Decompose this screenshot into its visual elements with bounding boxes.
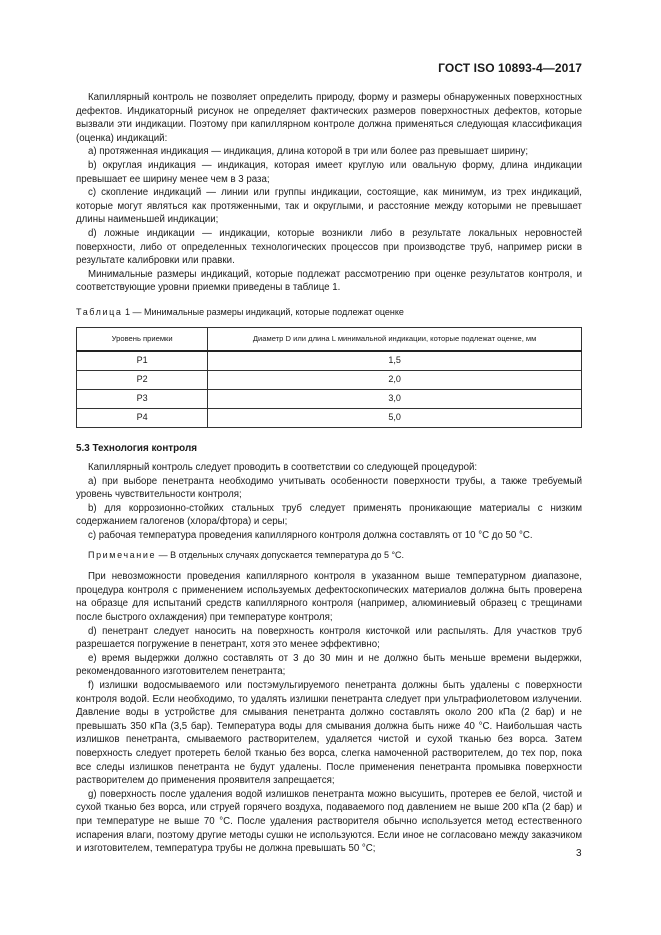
paragraph: При невозможности проведения капиллярного контроля в указанном выше температурном диапазоне, процедура контроля с применением используемых дефектоскопических материалов должна быть проверена на образце для испытаний средств капиллярного контроля (например, алюминиевый образец с трещинами после быстрого охлаждения) при температуре контроля;	[76, 571, 582, 624]
table-caption-label: Таблица	[76, 306, 123, 317]
page-content	[76, 91, 582, 856]
table-caption-text: 1 — Минимальные размеры индикаций, которые подлежат оценке	[122, 306, 404, 317]
min-indication-size: 2,0	[208, 370, 582, 389]
list-item: d) пенетрант следует наносить на поверхность контроля кисточкой или распылять. Для участков труб разрешается погружение в пенетрант, хотя это менее эффективно;	[76, 625, 582, 651]
acceptance-level: P4	[77, 408, 208, 427]
min-indication-size: 5,0	[208, 408, 582, 427]
acceptance-level: P1	[77, 351, 208, 371]
list-item: b) округлая индикация — индикация, которая имеет круглую или овальную форму, длина индикации превышает ее ширину менее чем в 3 раза;	[76, 159, 582, 185]
list-item: f) излишки водосмываемого или постэмульгируемого пенетранта должны быть удалены с поверхности контроля водой. Если необходимо, то удалять излишки пенетранта следует при ультрафиолетовом излучении. Давление воды в устройстве для смывания пенетранта должно составлять около 200 кПа (2 бар) и не превышать 350 кПа (3,5 бар). Температура воды для смывания должна быть ниже 40 °С. Наибольшая часть излишков пенетранта, смываемого растворителем, удаляется чистой и сухой тканью без ворса. Затем поверхность следует протереть белой тканью без ворса, слегка намоченной растворителем, до тех пор, пока все следы излишков пенетранта не будут удалены. После применения пенетранта промывка поверхности растворителем до применения проявителя запрещается;	[76, 680, 582, 787]
list-item: c) рабочая температура проведения капиллярного контроля должна составлять от 10 °С до 50 °С.	[88, 530, 533, 542]
table-row	[77, 408, 582, 427]
list-item: a) протяженная индикация — индикация, длина которой в три или более раз превышает ширину;	[88, 146, 529, 158]
column-header-size: Диаметр D или длина L минимальной индикации, которые подлежат оценке, мм	[208, 327, 582, 351]
acceptance-level: P3	[77, 389, 208, 408]
note	[76, 549, 582, 563]
table-row	[77, 370, 582, 389]
list-item: c) скопление индикаций — линии или группы индикации, состоящие, как минимум, из трех индикаций, которые могут являться как протяженными, так и округлыми, и расстояние между которыми не превышает длины наименьшей индикации;	[76, 187, 582, 226]
document-code: ГОСТ ISO 10893-4—2017	[438, 61, 582, 75]
list-item: a) при выборе пенетранта необходимо учитывать особенности поверхности трубы, а также требуемый уровень чувствительности контроля;	[76, 475, 582, 501]
list-item: b) для коррозионно-стойких стальных труб следует применять проникающие материалы с низким содержанием галогенов (хлора/фтора) и серы;	[76, 502, 582, 528]
column-header-level: Уровень приемки	[77, 327, 208, 351]
table-row	[77, 351, 582, 371]
acceptance-table	[76, 327, 582, 428]
list-item: g) поверхность после удаления водой излишков пенетранта можно высушить, протерев ее белой, чистой и сухой тканью без ворса, или струей горячего воздуха, подаваемого под давлением не выше 200 кПа (2 бар) и при температуре не выше 70 °С. После удаления растворителя обычно используется метод естественного испарения влаги, поэтому другие методы сушки не используются. Если иное не согласовано между заказчиком и изготовителем, температура трубы не должна превышать 50 °С;	[76, 788, 582, 855]
note-label: Примечание	[88, 549, 157, 560]
paragraph: Минимальные размеры индикаций, которые подлежат рассмотрению при оценке результатов контроля, и соответствующие уровни приемки приведены в таблице 1.	[76, 268, 582, 294]
list-item: d) ложные индикации — индикации, которые возникли либо в результате локальных неровностей поверхности, либо от определенных технологических процессов при производстве труб, например риски в результате калибровки или правки.	[76, 227, 582, 267]
section-title: 5.3 Технология контроля	[76, 442, 197, 454]
acceptance-level: P2	[77, 370, 208, 389]
paragraph: Капиллярный контроль не позволяет определить природу, форму и размеры обнаруженных поверхностных дефектов. Индикаторный рисунок не определяет фактических размеров поверхностных дефектов, которые вызвали эти индикации. Поэтому при капиллярном контроле должна применяться следующая классификация (оценка) индикаций:	[76, 92, 582, 144]
note-text: — В отдельных случаях допускается температура до 5 °С.	[156, 549, 405, 560]
min-indication-size: 3,0	[208, 389, 582, 408]
table-row	[77, 389, 582, 408]
min-indication-size: 1,5	[208, 351, 582, 371]
paragraph: Капиллярный контроль следует проводить в соответствии со следующей процедурой:	[88, 462, 478, 474]
table-caption	[76, 306, 582, 320]
list-item: e) время выдержки должно составлять от 3 до 30 мин и не должно быть меньше времени выдержки, рекомендованного изготовителем пенетранта;	[76, 652, 582, 678]
page-number: 3	[576, 848, 582, 859]
